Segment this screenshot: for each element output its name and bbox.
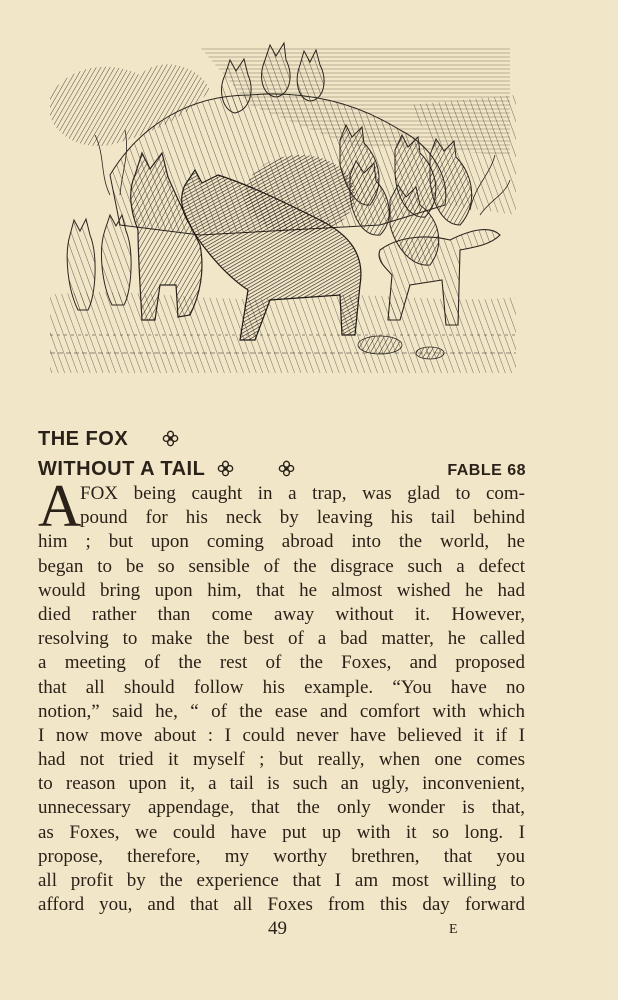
fable-number: FABLE 68 (447, 462, 526, 479)
fox-illustration (50, 35, 516, 373)
text-line: had not tried it myself ; but really, when one comes (38, 749, 525, 771)
text-line: a meeting of the rest of the Foxes, and proposed (38, 652, 525, 674)
heading-line-2 (38, 454, 528, 484)
text-line: FOX being caught in a trap, was glad to com- (80, 483, 525, 504)
text-line: afford you, and that all Foxes from this day forward (38, 894, 525, 916)
text-line: notion,” said he, “ of the ease and comfort with which (38, 700, 525, 722)
text-line: began to be so sensible of the disgrace such a defect (38, 555, 525, 577)
fable-text (38, 473, 525, 917)
signature-mark: E (449, 922, 458, 937)
heading-line-1 (38, 424, 528, 454)
fable-heading (38, 424, 528, 484)
text-line: as Foxes, we could have put up with it so long. I (38, 821, 525, 843)
text-line: died rather than come away without it. However, (38, 603, 525, 625)
flower-ornament-icon (162, 430, 179, 447)
text-line: would bring upon him, that he almost wished he had (38, 579, 525, 601)
page-number: 49 (268, 918, 287, 939)
flower-ornament-icon (217, 460, 234, 477)
text-line: all profit by the experience that I am most willing to (38, 870, 525, 891)
text-line: to reason upon it, a tail is such an ugly, inconvenient, (38, 773, 525, 795)
title-without-a-tail: WITHOUT A TAIL (38, 458, 206, 480)
title-the-fox: THE FOX (38, 428, 129, 450)
text-line: pound for his neck by leaving his tail behind (80, 507, 525, 529)
text-line: that all should follow his example. “You have no (38, 676, 525, 698)
drop-cap: A (38, 473, 82, 539)
text-line: I now move about : I could never have believed it if I (38, 724, 525, 746)
text-line: propose, therefore, my worthy brethren, that you (38, 845, 525, 867)
text-line: resolving to make the best of a bad matter, he called (38, 628, 525, 650)
text-line: unnecessary appendage, that the only wonder is that, (38, 797, 525, 819)
text-line: him ; but upon coming abroad into the world, he (38, 531, 525, 553)
flower-ornament-icon (278, 460, 295, 477)
